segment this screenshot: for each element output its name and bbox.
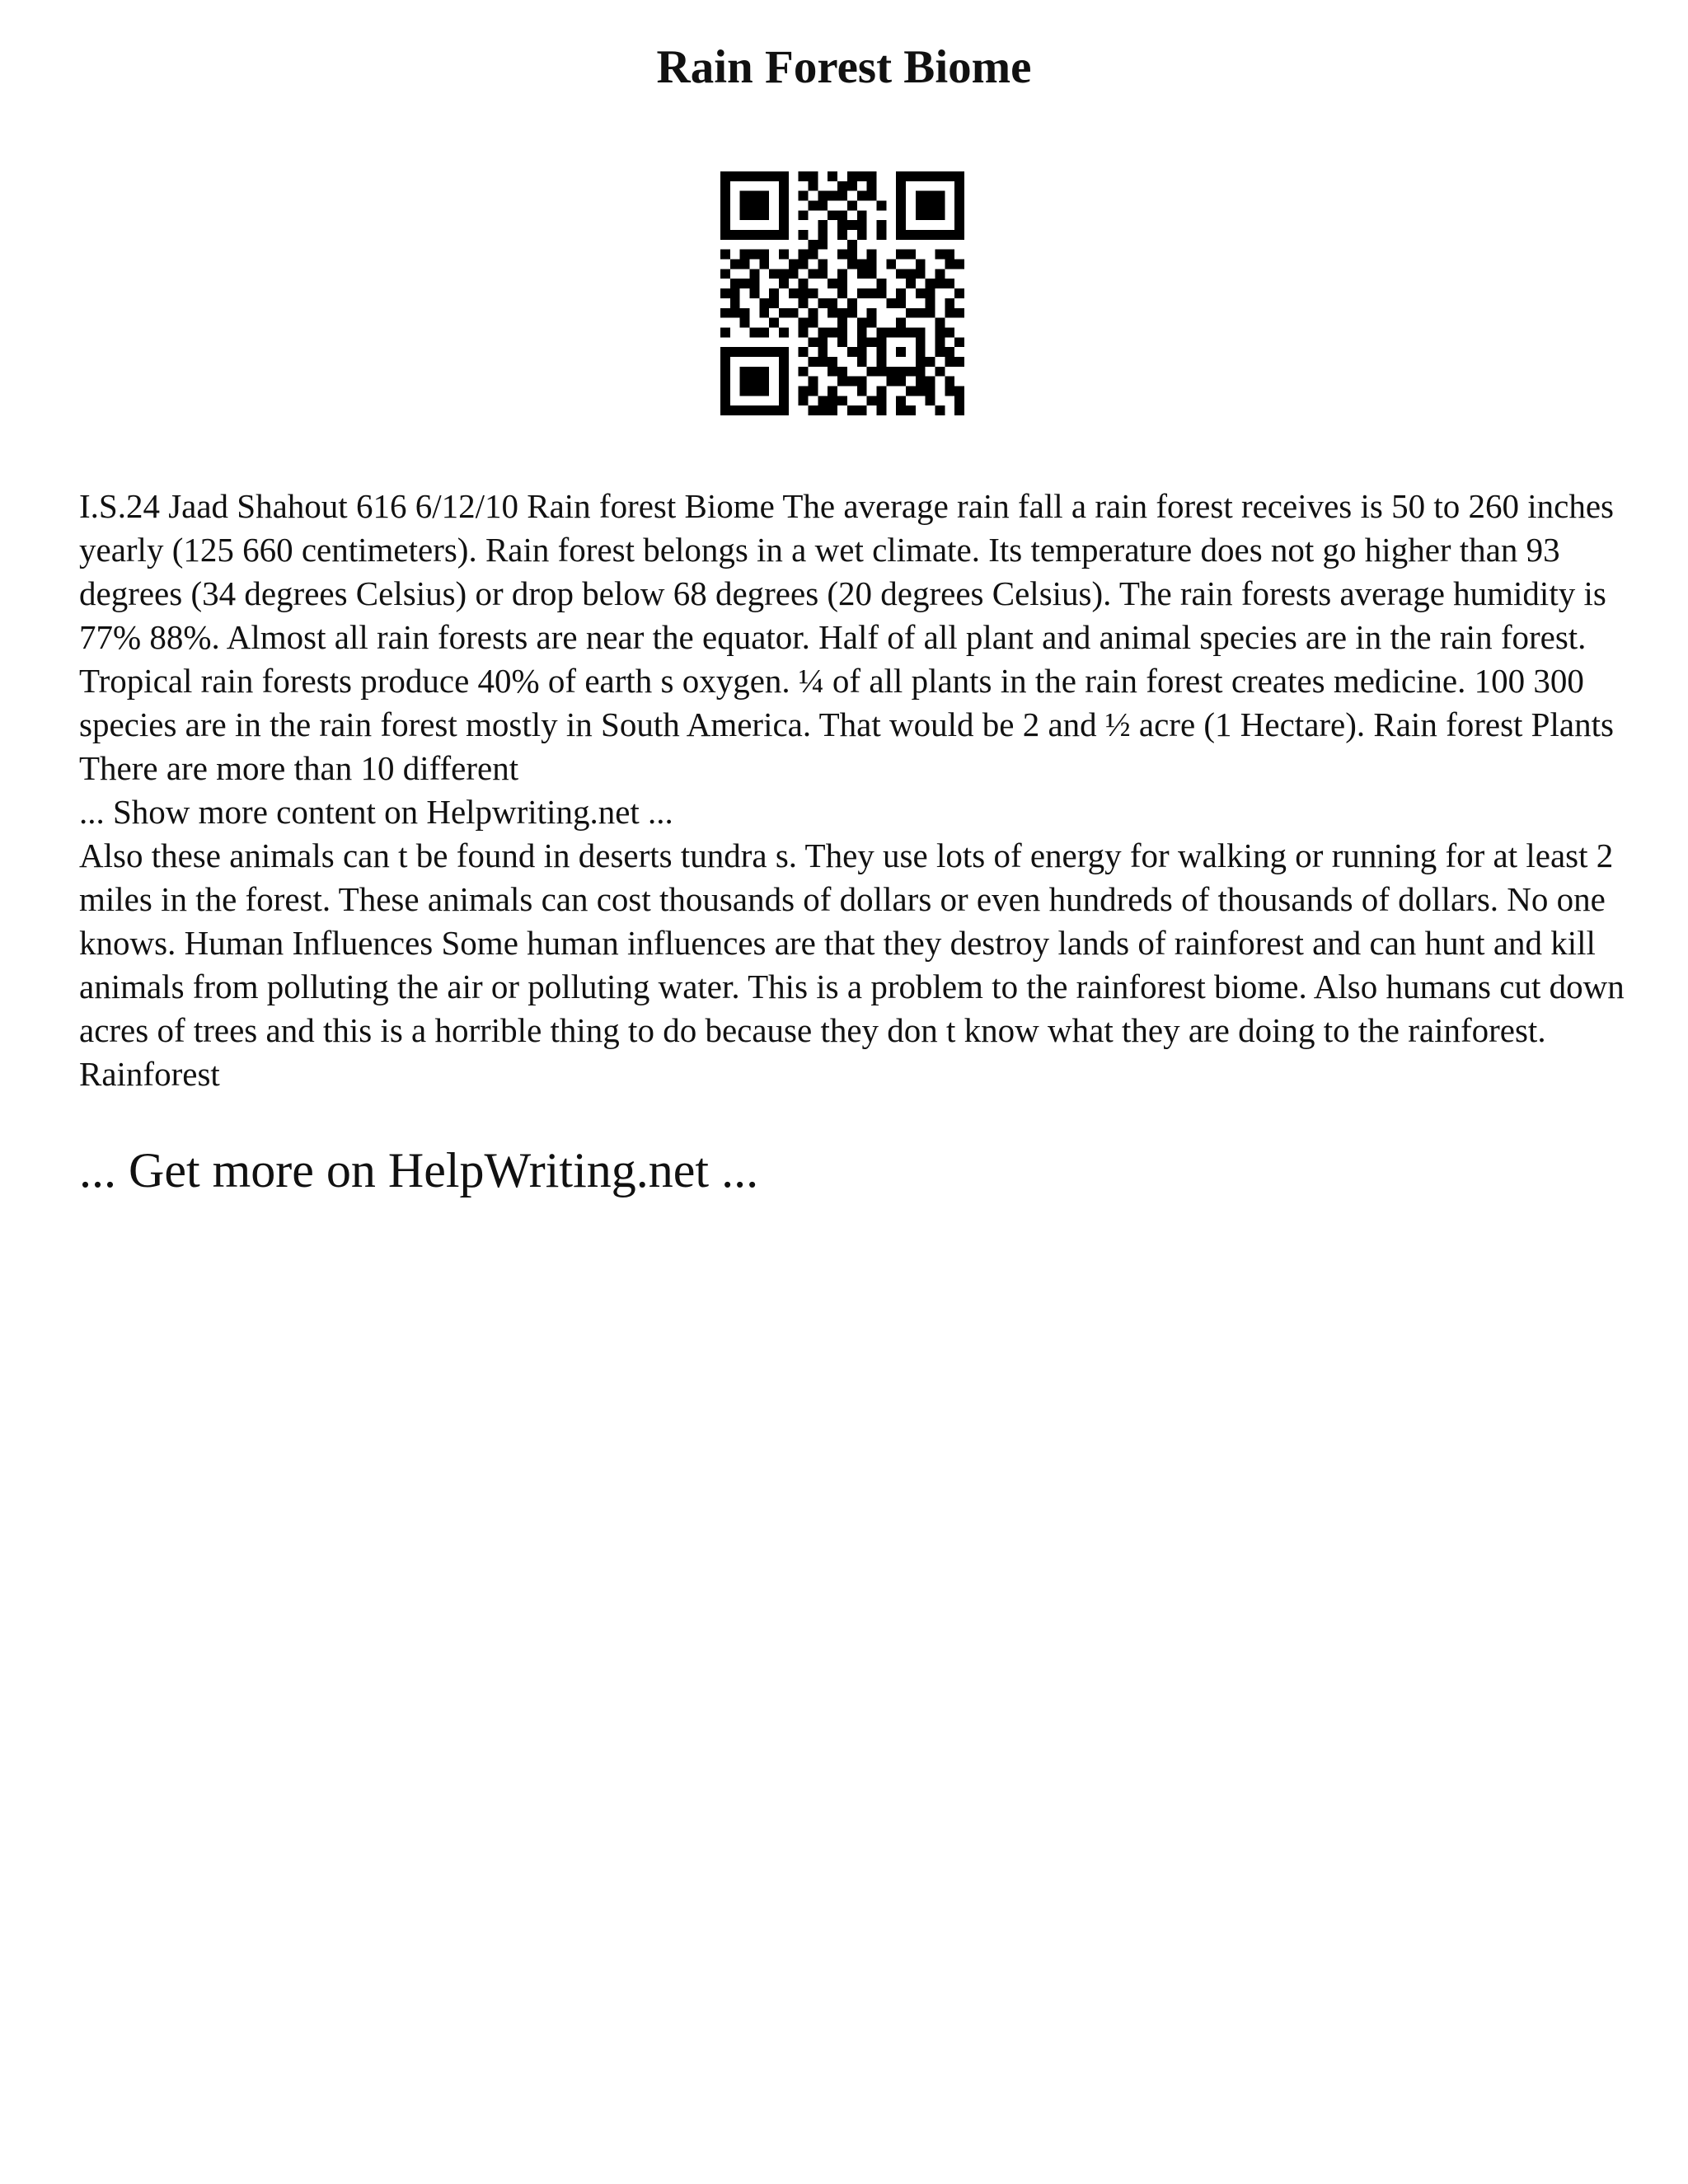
article-body xyxy=(79,485,1629,1096)
page-title: Rain Forest Biome xyxy=(656,41,1032,93)
paragraph-continued: Also these animals can t be found in deserts tundra s. They use lots of energy for walking or running for at least 2 miles in the forest. These animals can cost thousands of dollars or even hundreds of thousands of dollars. No one knows. Human Influences Some human influences are that they destroy lands of rainforest and can hunt and kill animals from polluting the air or polluting water. This is a problem to the rainforest biome. Also humans cut down acres of trees and this is a horrible thing to do because they don t know what they are doing to the rainforest. Rainforest xyxy=(79,837,1625,1093)
get-more-link[interactable]: ... Get more on HelpWriting.net ... xyxy=(79,1143,759,1197)
qr-code-icon[interactable] xyxy=(720,171,964,415)
show-more-link[interactable]: ... Show more content on Helpwriting.net ... xyxy=(79,793,673,831)
qr-code-graphic xyxy=(720,171,964,415)
paragraph-intro: I.S.24 Jaad Shahout 616 6/12/10 Rain forest Biome The average rain fall a rain forest receives is 50 to 260 inches yearly (125 660 centimeters). Rain forest belongs in a wet climate. Its temperature does not go higher than 93 degrees (34 degrees Celsius) or drop below 68 degrees (20 degrees Celsius). The rain forests average humidity is 77% 88%. Almost all rain forests are near the equator. Half of all plant and animal species are in the rain forest. Tropical rain forests produce 40% of earth s oxygen. ¼ of all plants in the rain forest creates medicine. 100 300 species are in the rain forest mostly in South America. That would be 2 and ½ acre (1 Hectare). Rain forest Plants There are more than 10 different xyxy=(79,487,1614,787)
